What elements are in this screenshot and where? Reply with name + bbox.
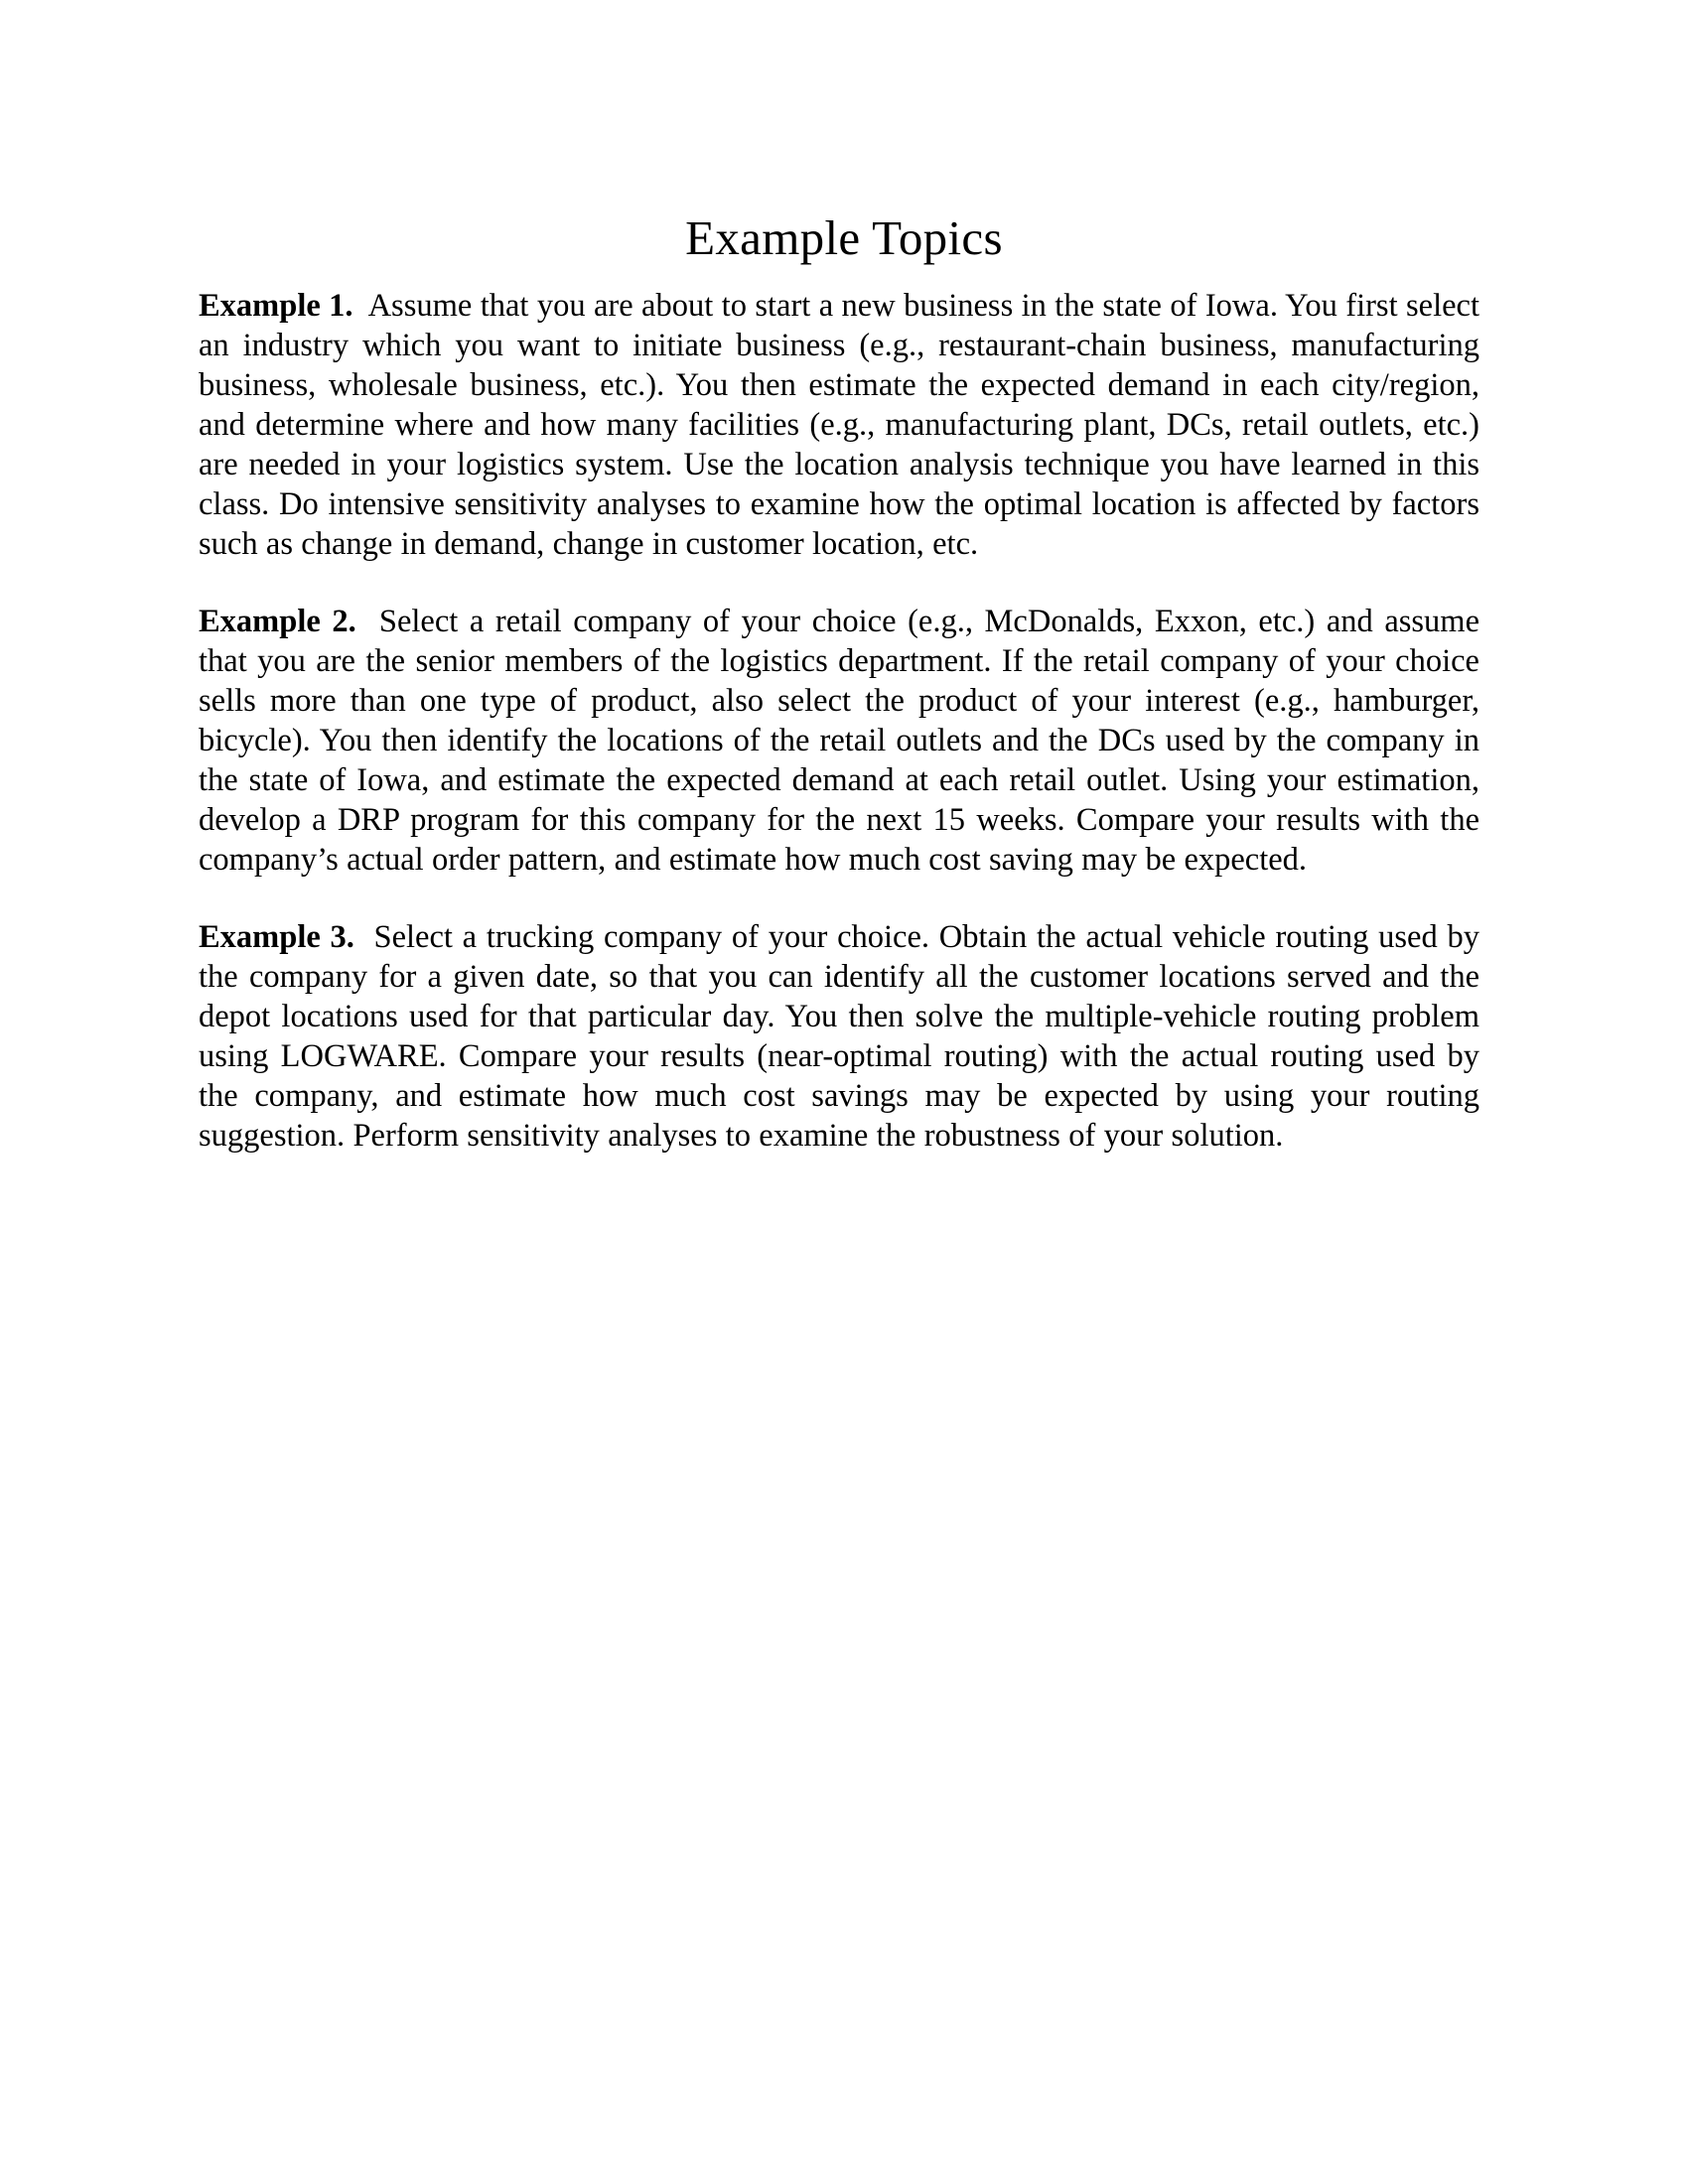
label-gap-3 [354, 919, 374, 955]
example-1-label: Example 1. [199, 288, 353, 324]
label-gap-2 [356, 604, 379, 639]
label-gap-1 [353, 288, 368, 324]
example-3-label: Example 3. [199, 919, 354, 955]
example-3-text: Select a trucking company of your choice. Obtain the actual vehicle routing used by the company for a given date, so that you can identify all the customer locations served and the depot locations used for that particular day. You then solve the multiple-vehicle routing problem using LOGWARE. Compare your results (near-optimal routing) with the actual routing used by the company, and estimate how much cost savings may be expected by using your routing suggestion. Perform sensitivity analyses to examine the robustness of your solution. [199, 919, 1479, 1154]
example-2-label: Example 2. [199, 604, 356, 639]
document-body [199, 286, 1479, 1156]
example-1-text: Assume that you are about to start a new business in the state of Iowa. You first select an industry which you want to initiate business (e.g., restaurant-chain business, manufacturing business, wholesale business, etc.). You then estimate the expected demand in each city/region, and determine where and how many facilities (e.g., manufacturing plant, DCs, retail outlets, etc.) are needed in your logistics system. Use the location analysis technique you have learned in this class. Do intensive sensitivity analyses to examine how the optimal location is affected by factors such as change in demand, change in customer location, etc. [199, 288, 1479, 562]
example-2-text: Select a retail company of your choice (e.g., McDonalds, Exxon, etc.) and assume that you are the senior members of the logistics department. If the retail company of your choice sells more than one type of product, also select the product of your interest (e.g., hamburger, bicycle). You then identify the locations of the retail outlets and the DCs used by the company in the state of Iowa, and estimate the expected demand at each retail outlet. Using your estimation, develop a DRP program for this company for the next 15 weeks. Compare your results with the company’s actual order pattern, and estimate how much cost saving may be expected. [199, 604, 1480, 878]
page-title: Example Topics [685, 209, 1003, 265]
example-paragraph-1 [199, 286, 1479, 564]
example-paragraph-2 [199, 602, 1479, 880]
example-paragraph-3 [199, 917, 1479, 1156]
